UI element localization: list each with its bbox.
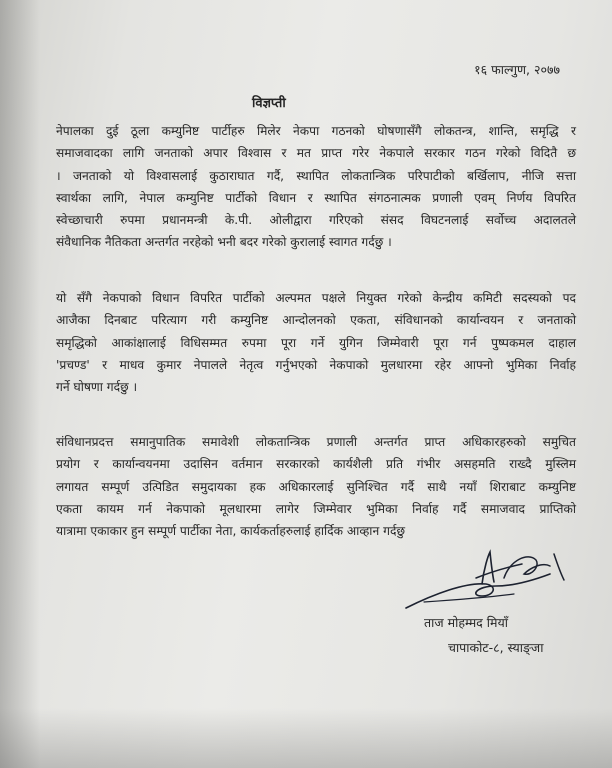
paragraph-line: समाजवादका लागि जनताको अपार विश्वास र मत प्राप्त गरेर नेकपाले सरकार गठन गरेको विदितै छ bbox=[56, 146, 576, 161]
paragraph-3 bbox=[56, 431, 576, 542]
paragraph-line: गर्ने घोषणा गर्दछु । bbox=[56, 380, 138, 395]
paragraph-line: यो सँगै नेकपाको विधान विपरित पार्टीको अल्पमत पक्षले नियुक्त गरेको केन्द्रीय कमिटी सदस्यको पद bbox=[56, 291, 576, 305]
paragraph-line: संवैधानिक नैतिकता अन्तर्गत नरहेको भनी बदर गरेको कुरालाई स्वागत गर्दछु । bbox=[56, 235, 392, 250]
paragraph-2 bbox=[56, 287, 576, 398]
paragraph-line: । जनताको यो विश्वासलाई कुठाराघात गर्दै, स्थापित लोकतान्त्रिक परिपाटीको बर्खिलाप, नीजि सत्ता bbox=[56, 168, 576, 183]
paragraph-line: स्वार्थका लागि, नेपाल कम्युनिष्ट पार्टीको विधान र स्थापित संगठनात्मक प्रणाली एवम् निर्णय विपरित bbox=[56, 190, 576, 205]
paragraph-line: संविधानप्रदत्त समानुपातिक समावेशी लोकतान्त्रिक प्रणाली अन्तर्गत प्राप्त अधिकारहरुको समुचित bbox=[56, 435, 576, 449]
signatory-address: चापाकोट-८, स्याङ्जा bbox=[448, 640, 544, 655]
paragraph-line: एकता कायम गर्न नेकपाको मूलधारमा लागेर जिम्मेवार भुमिका निर्वाह गर्दै समाजवाद प्राप्तिको bbox=[56, 501, 576, 516]
paragraph-line: समृद्धिको आकांक्षालाई विधिसम्मत रुपमा पूरा गर्ने युगिन जिम्मेवारी पूरा गर्न पुष्पकमल दाहाल bbox=[56, 335, 576, 350]
signatory-name: ताज मोहम्मद मियाँ bbox=[424, 615, 508, 630]
paragraph-line: नेपालका दुई ठूला कम्युनिष्ट पार्टीहरु मिलेर नेकपा गठनको घोषणासँगै लोकतन्त्र, शान्ति, समृद्धि र bbox=[56, 124, 576, 138]
paragraph-line: यात्रामा एकाकार हुन सम्पूर्ण पार्टीका नेता, कार्यकर्ताहरुलाई हार्दिक आव्हान गर्दछु bbox=[56, 524, 405, 539]
paragraph-line: 'प्रचण्ड' र माधव कुमार नेपालले नेतृत्व गर्नुभएको नेकपाको मुलधारमा रहेर आफ्नो भुमिका निर्वाह bbox=[56, 357, 576, 372]
paragraph-line: प्रयोग र कार्यान्वयनमा उदासिन वर्तमान सरकारको कार्यशैली प्रति गंभीर असहमति राख्दै मुस्लिम bbox=[56, 457, 576, 472]
paragraph-line: स्वेच्छाचारी रुपमा प्रधानमन्त्री के.पी. ओलीद्वारा गरिएको संसद विघटनलाई सर्वोच्च अदालतले bbox=[56, 213, 576, 228]
letter-date: १६ फाल्गुण, २०७७ bbox=[474, 62, 560, 77]
handwritten-signature bbox=[404, 538, 574, 618]
paragraph-1 bbox=[56, 120, 576, 254]
paragraph-line: लगायत सम्पूर्ण उत्पिडित समुदायका हक अधिकारलाई सुनिश्चित गर्दै साथै नयाँ शिराबाट कम्युनिष्ट bbox=[56, 479, 576, 494]
paragraph-line: आजैका दिनबाट परित्याग गरी कम्युनिष्ट आन्दोलनको एकता, संविधानको कार्यान्वयन र जनताको bbox=[56, 313, 576, 328]
letter-title: विज्ञप्ती bbox=[252, 96, 286, 111]
page-shadow-left bbox=[0, 0, 40, 768]
page-shadow-bottom bbox=[0, 708, 612, 768]
